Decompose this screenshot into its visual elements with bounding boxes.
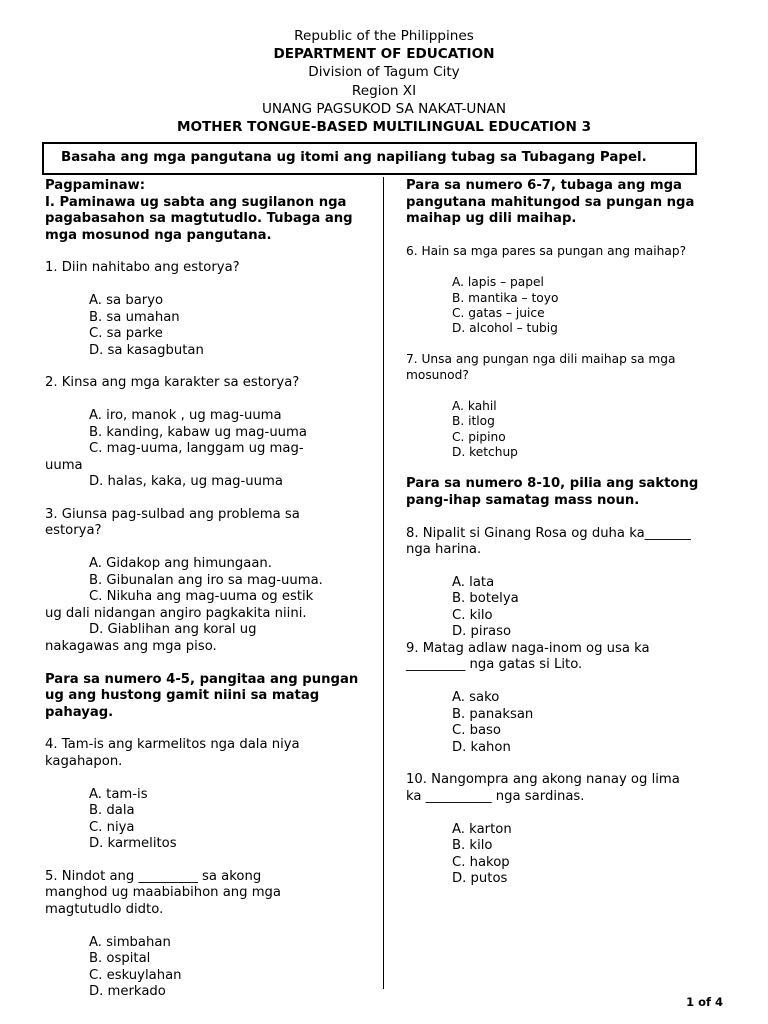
section-6-7-instruction: maihap ug dili maihap.: [406, 211, 577, 226]
question-3-option-c: C. Nikuha ang mag-uuma og estik: [89, 589, 314, 605]
question-5-continued: manghod ug maabiabihon ang mga: [45, 885, 282, 901]
question-4-option-b: B. dala: [89, 803, 135, 819]
question-7: 7. Unsa ang pungan nga dili maihap sa mga: [406, 352, 676, 367]
question-6-option-c: C. gatas – juice: [452, 305, 545, 320]
section-6-7-instruction: Para sa numero 6-7, tubaga ang mga: [406, 178, 682, 193]
question-3-option-b: B. Gibunalan ang iro sa mag-uuma.: [89, 572, 323, 588]
section-6-7-instruction: pangutana mahitungod sa pungan nga: [406, 194, 695, 210]
question-4-continued: kagahapon.: [45, 753, 123, 769]
question-7-option-d: D. ketchup: [452, 444, 518, 459]
header-republic: Republic of the Philippines: [294, 28, 474, 44]
question-1-option-d: D. sa kasagbutan: [89, 342, 204, 358]
header-department: DEPARTMENT OF EDUCATION: [273, 46, 495, 63]
question-9-option-b: B. panaksan: [452, 706, 534, 722]
question-1: 1. Diin nahitabo ang estorya?: [45, 260, 240, 276]
section-title: Pagpaminaw:: [45, 178, 145, 193]
question-2-option-c: C. mag-uuma, langgam ug mag-: [89, 441, 304, 457]
question-2-option-d: D. halas, kaka, ug mag-uuma: [89, 474, 283, 490]
section-instruction-line: pagabasahon sa magtutudlo. Tubaga ang: [45, 211, 353, 226]
question-10-option-d: D. putos: [452, 871, 508, 887]
question-9-option-a: A. sako: [452, 690, 500, 706]
question-3-option-a: A. Gidakop ang himungaan.: [89, 556, 272, 572]
question-4-option-c: C. niya: [89, 819, 135, 835]
question-9-continued: _________ nga gatas si Lito.: [406, 657, 583, 673]
question-5-option-a: A. simbahan: [89, 934, 171, 950]
question-3-continued: estorya?: [45, 523, 102, 539]
section-instruction-line: mga mosunod nga pangutana.: [45, 227, 272, 243]
column-divider: [383, 177, 384, 989]
question-8: 8. Nipalit si Ginang Rosa og duha ka_______: [406, 525, 691, 541]
question-10-option-b: B. kilo: [452, 838, 493, 854]
question-9-option-d: D. kahon: [452, 739, 511, 755]
question-4-option-a: A. tam-is: [89, 786, 148, 802]
header-region: Region XI: [351, 82, 417, 99]
page-number: 1 of 4: [686, 995, 723, 1009]
section-4-5-instruction: pahayag.: [45, 704, 114, 720]
question-6: 6. Hain sa mga pares sa pungan ang maihap?: [406, 243, 687, 258]
question-8-option-c: C. kilo: [452, 607, 493, 623]
header-exam-title: UNANG PAGSUKOD SA NAKAT-UNAN: [261, 100, 507, 117]
question-6-option-d: D. alcohol – tubig: [452, 320, 558, 335]
question-6-option-b: B. mantika – toyo: [452, 290, 559, 305]
question-3: 3. Giunsa pag-sulbad ang problema sa: [45, 506, 300, 522]
section-4-5-instruction: ug ang hustong gamit niini sa matag: [45, 688, 320, 704]
question-2: 2. Kinsa ang mga karakter sa estorya?: [45, 375, 300, 391]
question-2-option-a: A. iro, manok , ug mag-uuma: [89, 408, 282, 424]
section-4-5-instruction: Para sa numero 4-5, pangitaa ang pungan: [45, 671, 359, 687]
question-8-continued: nga harina.: [406, 542, 482, 558]
question-1-option-a: A. sa baryo: [89, 293, 164, 309]
question-7-continued: mosunod?: [406, 367, 469, 382]
question-9-option-c: C. baso: [452, 723, 501, 739]
question-2-option-b: B. kanding, kabaw ug mag-uuma: [89, 424, 307, 440]
question-2-option-c-continued: uuma: [45, 457, 83, 473]
question-7-option-b: B. itlog: [452, 414, 495, 429]
question-10-option-a: A. karton: [452, 821, 512, 837]
question-10: 10. Nangompra ang akong nanay og lima: [406, 772, 680, 788]
question-9: 9. Matag adlaw naga-inom og usa ka: [406, 640, 650, 656]
left-column: [45, 178, 373, 1001]
instruction-box: Basaha ang mga pangutana ug itomi ang napiliang tubag sa Tubagang Papel.: [42, 142, 697, 175]
question-1-option-c: C. sa parke: [89, 326, 163, 342]
question-5-option-d: D. merkado: [89, 984, 166, 1000]
question-3-option-c-continued: ug dali nidangan angiro pagkakita niini.: [45, 605, 307, 621]
section-8-10-instruction: Para sa numero 8-10, pilia ang saktong: [406, 476, 699, 492]
question-8-option-a: A. lata: [452, 574, 495, 590]
question-7-option-a: A. kahil: [452, 399, 497, 414]
section-instruction-line: I. Paminawa ug sabta ang sugilanon nga: [45, 194, 347, 210]
question-3-option-d: D. Giablihan ang koral ug: [89, 622, 257, 638]
question-5-option-c: C. eskuylahan: [89, 967, 182, 983]
header-subject: MOTHER TONGUE-BASED MULTILINGUAL EDUCATION 3: [176, 119, 592, 136]
question-1-option-b: B. sa umahan: [89, 309, 180, 325]
question-8-option-b: B. botelya: [452, 591, 519, 607]
document-header: [0, 27, 768, 136]
question-4-option-d: D. karmelitos: [89, 836, 177, 852]
section-8-10-instruction: pang-ihap samatag mass noun.: [406, 492, 640, 508]
header-division: Division of Tagum City: [308, 64, 460, 81]
question-10-continued: ka __________ nga sardinas.: [406, 788, 585, 804]
question-5-option-b: B. ospital: [89, 951, 151, 967]
question-4: 4. Tam-is ang karmelitos nga dala niya: [45, 737, 300, 753]
question-8-option-d: D. piraso: [452, 624, 512, 640]
question-7-option-c: C. pipino: [452, 429, 506, 444]
question-3-option-d-continued: nakagawas ang mga piso.: [45, 638, 217, 654]
right-column: [406, 178, 736, 888]
question-10-option-c: C. hakop: [452, 854, 510, 870]
question-5-continued: magtutudlo didto.: [45, 901, 164, 917]
question-5: 5. Nindot ang _________ sa akong: [45, 868, 262, 884]
question-6-option-a: A. lapis – papel: [452, 275, 544, 290]
